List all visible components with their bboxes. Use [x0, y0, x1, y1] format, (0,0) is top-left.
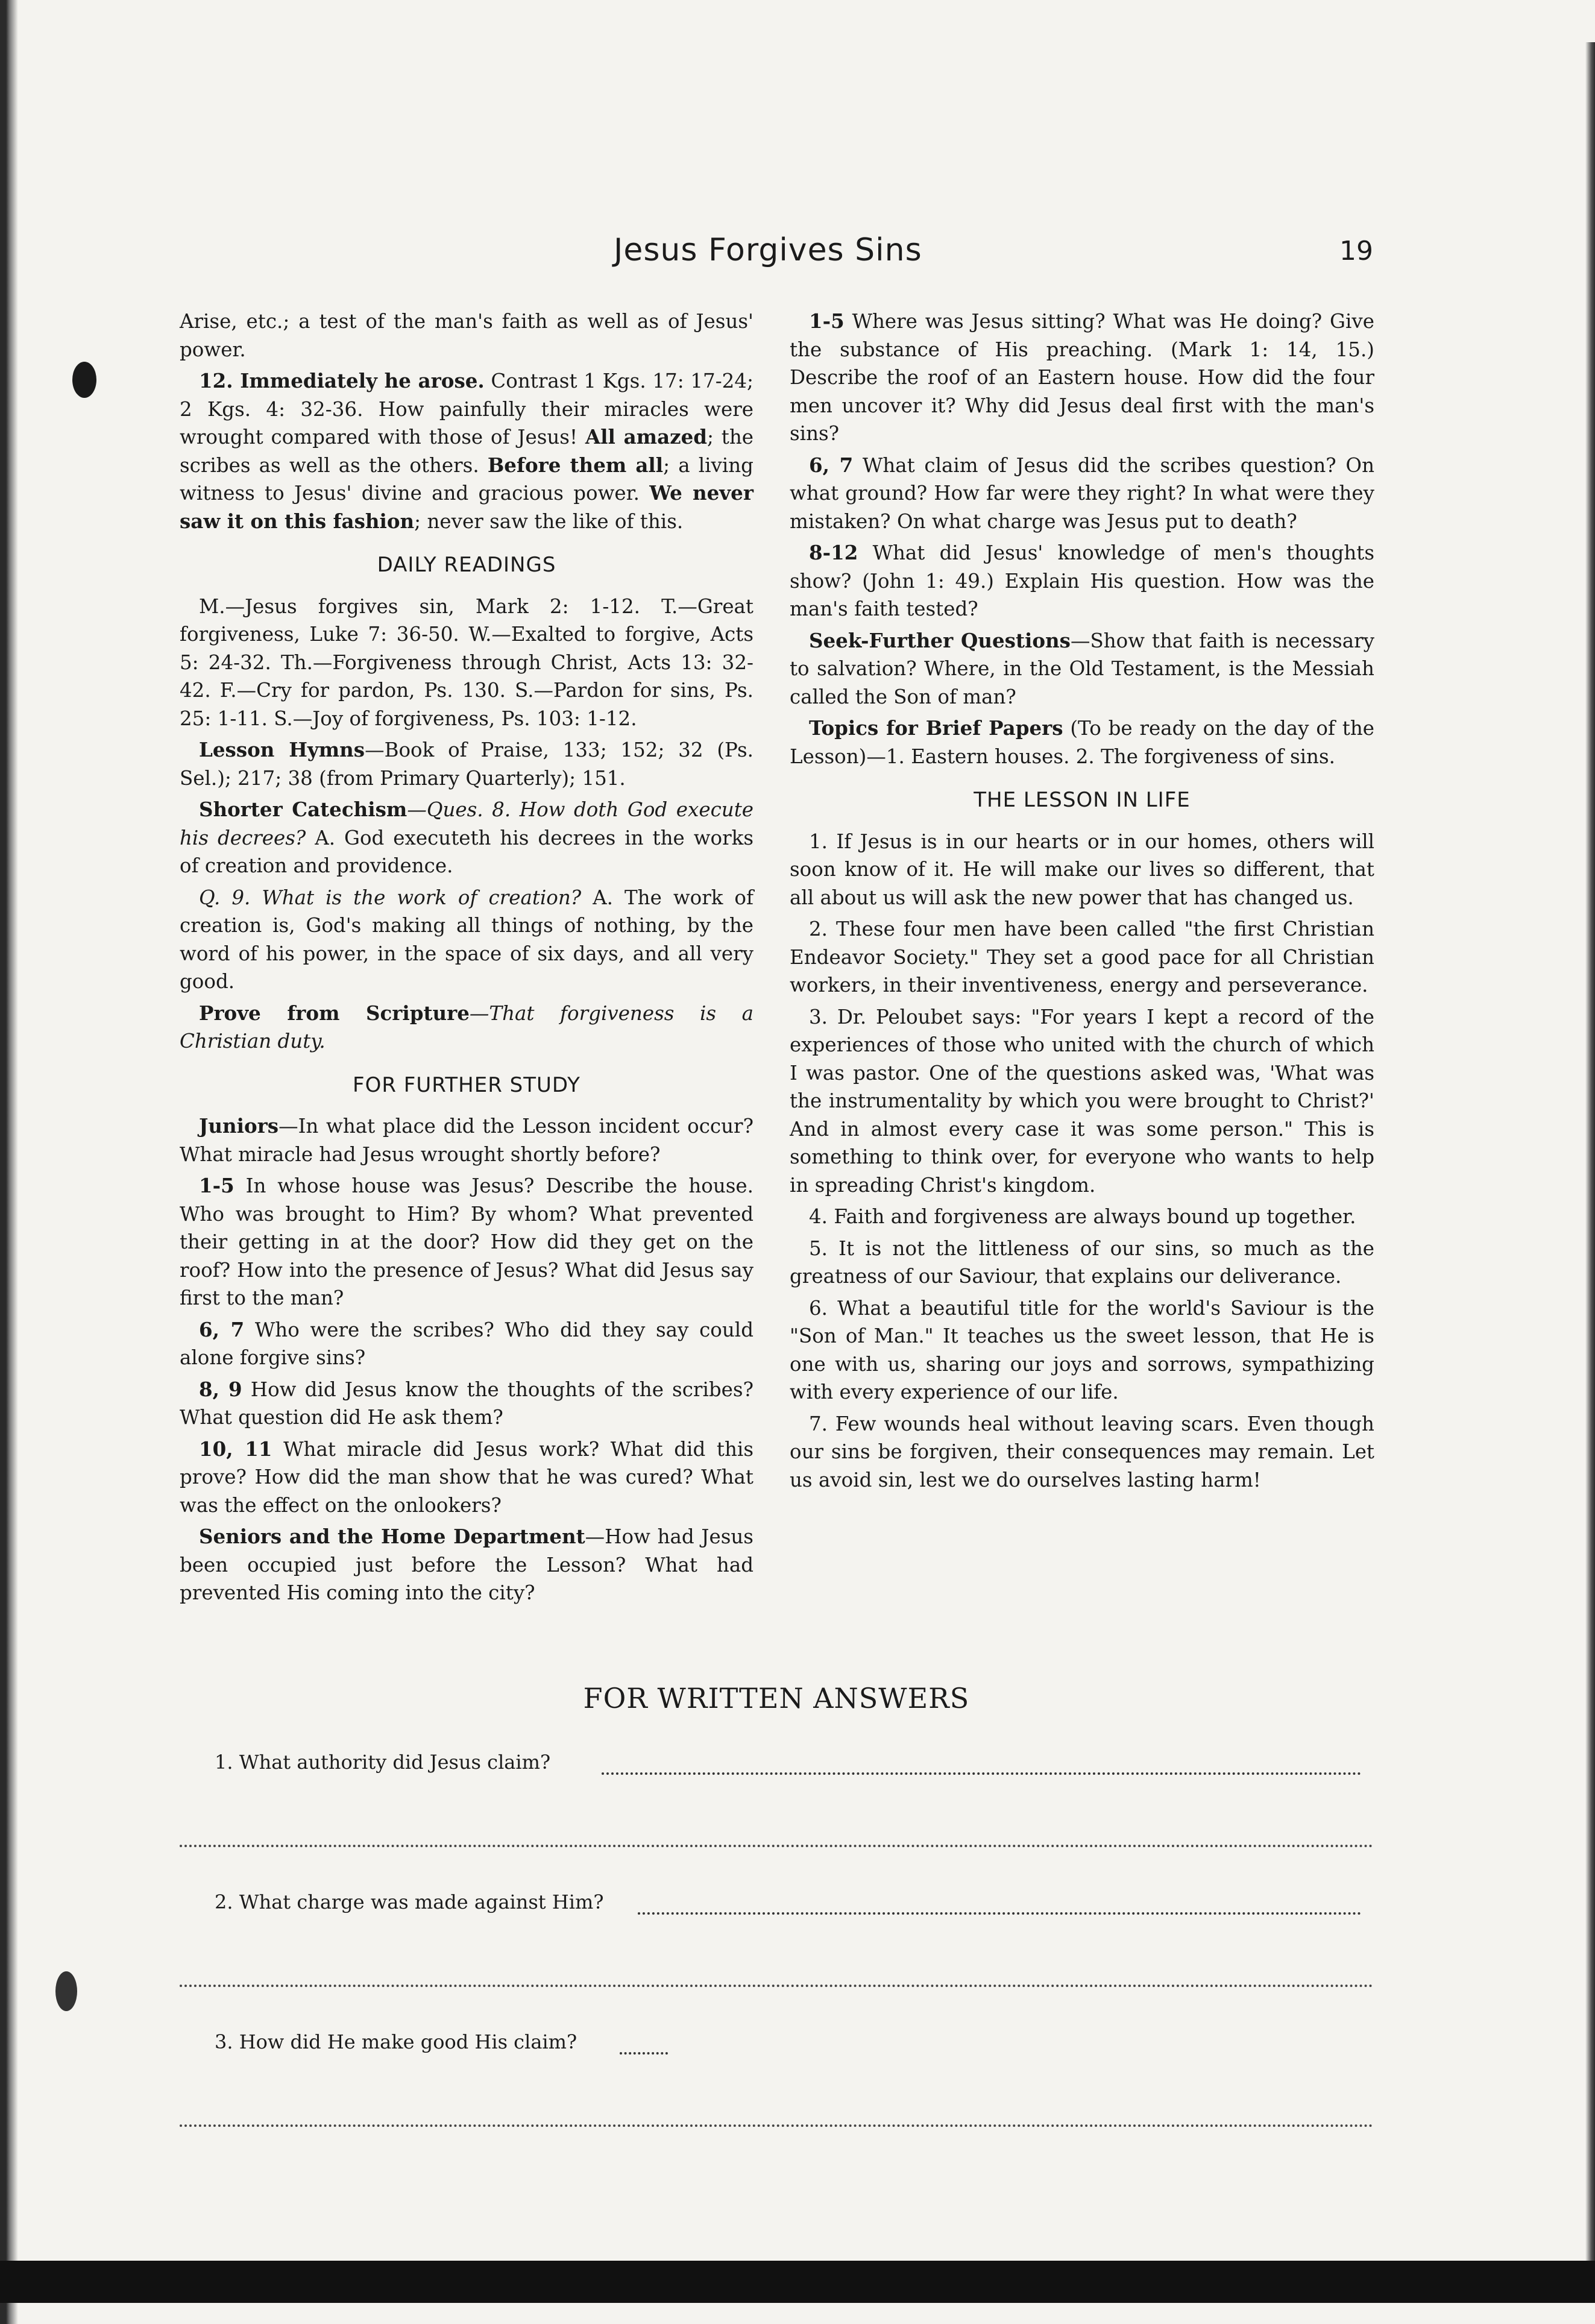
juniors-1-5: 1-5 In whose house was Jesus? Describe the house. Who was brought to Him? By whom? What prevented their getting in at the door? How did they get on the roof? How into the presence of Jesus? What did Jesus say first to the man? [180, 1174, 753, 1309]
paragraph-immediately: 12. Immediately he arose. Contrast 1 Kgs. 17: 17-24; 2 Kgs. 4: 32-36. How painfully their miracles were wrought compared with those of Jesus! All amazed; the scribes as well as the others. Before them all; a living witness to Jesus' divine and gracious power. We never saw it on this fashion; never saw the like of this. [180, 369, 753, 533]
life-point-3: 3. Dr. Peloubet says: "For years I kept a record of the experiences of those who united with the church of which I was pastor. One of the questions asked was, 'What was the instrumentality by which you were brought to Christ?' And in almost every case it was some person." This is something to think over, for everyone who wants to help in spreading Christ's kingdom. [790, 1005, 1374, 1197]
prove-from-scripture: Prove from Scripture—That forgiveness is a Christian duty. [180, 1001, 753, 1053]
life-point-2: 2. These four men have been called "the first Christian Endeavor Society." They set a good pace for all Christian workers, in their inventiveness, energy and perseverance. [790, 918, 1374, 997]
topics-brief-papers: Topics for Brief Papers (To be ready on the day of the Lesson)—1. Eastern houses. 2. The forgiveness of sins. [790, 716, 1374, 768]
question-2: 2. What charge was made against Him? [180, 1891, 1373, 1919]
page-header [0, 232, 1595, 286]
seek-further-questions: Seek-Further Questions—Show that faith is necessary to salvation? Where, in the Old Testament, is the Messiah called the Son of man? [790, 628, 1374, 708]
seniors-6-7: 6, 7 What claim of Jesus did the scribes question? On what ground? How far were they right? In what were they mistaken? On what charge was Jesus put to death? [790, 453, 1375, 533]
juniors-8-9: 8, 9 How did Jesus know the thoughts of the scribes? What question did He ask them? [180, 1377, 754, 1429]
heading-further-study: FOR FURTHER STUDY [353, 1072, 580, 1097]
lesson-hymns: Lesson Hymns—Book of Praise, 133; 152; 32 (Ps. Sel.); 217; 38 (from Primary Quarterly); 151. [180, 738, 753, 790]
daily-readings: M.—Jesus forgives sin, Mark 2: 1-12. T.—Great forgiveness, Luke 7: 36-50. W.—Exalted to forgive, Acts 5: 24-32. Th.—Forgiveness through Christ, Acts 13: 32-42. F.—Cry for pardon, Ps. 130. S.—Pardon for sins, Ps. 25: 1-11. S.—Joy of forgiveness, Ps. 103: 1-12. [180, 594, 753, 730]
heading-daily-readings: DAILY READINGS [377, 553, 556, 577]
right-column [790, 307, 1374, 1497]
scan-edge-right [1585, 42, 1595, 2291]
scan-edge-left [0, 0, 18, 2324]
question-1: 1. What authority did Jesus claim? [180, 1751, 1373, 1780]
juniors-6-7: 6, 7 Who were the scribes? Who did they say could alone forgive sins? [180, 1317, 753, 1369]
juniors-intro: Juniors—In what place did the Lesson incident occur? What miracle had Jesus wrought shortly before? [180, 1114, 753, 1166]
paragraph-arise: Arise, etc.; a test of the man's faith as well as of Jesus' power. [180, 310, 753, 361]
catechism-q9: Q. 9. What is the work of creation? A. The work of creation is, God's making all things of nothing, by the word of his power, in the space of six days, and all very good. [180, 886, 754, 993]
punch-hole-bottom [55, 1971, 77, 2011]
heading-lesson-in-life: THE LESSON IN LIFE [974, 788, 1191, 812]
written-answers-title: FOR WRITTEN ANSWERS [583, 1682, 970, 1715]
life-point-4: 4. Faith and forgiveness are always bound up together. [809, 1205, 1356, 1228]
life-point-6: 6. What a beautiful title for the world's Saviour is the "Son of Man." It teaches us the sweet lesson, that He is one with us, sharing our joys and sorrows, sympathizing with every experience of our life. [790, 1296, 1374, 1403]
punch-hole-top [72, 362, 96, 398]
life-point-1: 1. If Jesus is in our hearts or in our homes, others will soon know of it. He will make our lives so different, that all about us will ask the new power that has changed us. [790, 830, 1374, 909]
page-title: Jesus Forgives Sins [614, 232, 922, 268]
answer-line-2[interactable] [180, 1936, 1373, 1987]
answer-line-3[interactable] [180, 2076, 1373, 2127]
life-point-5: 5. It is not the littleness of our sins, so much as the greatness of our Saviour, that explains our deliverance. [790, 1236, 1374, 1288]
question-3: 3. How did He make good His claim? [180, 2030, 1373, 2059]
juniors-10-11: 10, 11 What miracle did Jesus work? What did this prove? How did the man show that he was cured? What was the effect on the onlookers? [180, 1437, 753, 1517]
left-column [180, 307, 753, 1611]
shorter-catechism: Shorter Catechism—Ques. 8. How doth God execute his decrees? A. God executeth his decrees in the works of creation and providence. [180, 798, 753, 877]
seniors-home-department: Seniors and the Home Department—How had Jesus been occupied just before the Lesson? What had prevented His coming into the city? [180, 1525, 753, 1604]
seniors-8-12: 8-12 What did Jesus' knowledge of men's thoughts show? (John 1: 49.) Explain His question. How was the man's faith tested? [790, 541, 1374, 620]
written-answers-section [180, 1682, 1373, 2170]
life-point-7: 7. Few wounds heal without leaving scars. Even though our sins be forgiven, their consequences may remain. Let us avoid sin, lest we do ourselves lasting harm! [790, 1412, 1374, 1491]
seniors-1-5: 1-5 Where was Jesus sitting? What was He doing? Give the substance of His preaching. (Mark 1: 14, 15.) Describe the roof of an Eastern house. How did the four men uncover it? Why did Jesus deal first with the man's sins? [790, 309, 1374, 445]
scan-edge-bottom [0, 2261, 1595, 2303]
answer-line-1[interactable] [180, 1797, 1373, 1847]
page-number: 19 [1339, 236, 1373, 266]
